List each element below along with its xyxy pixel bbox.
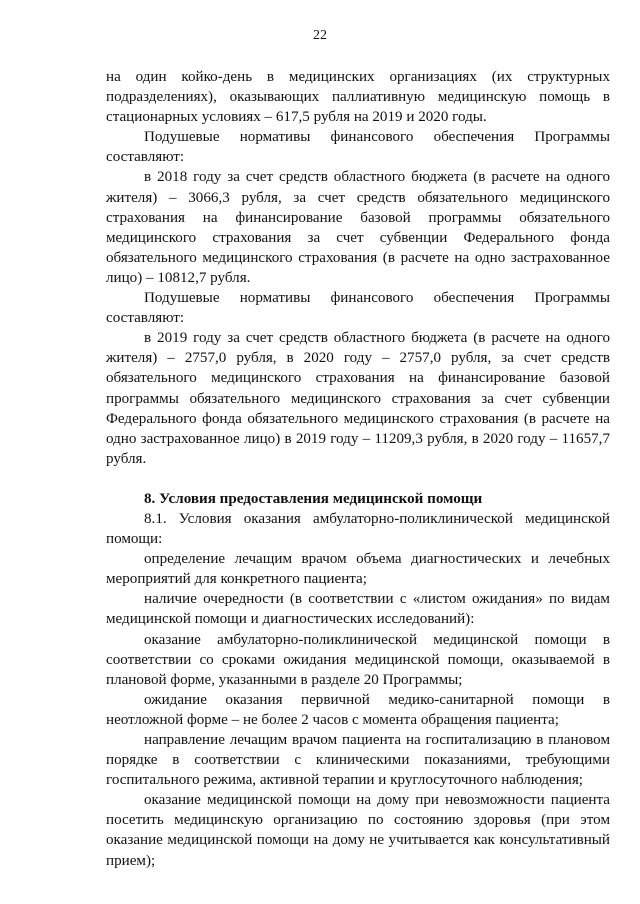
paragraph: направление лечащим врачом пациента на госпитализацию в плановом порядке в соответствии с клиническими показаниями, требующими госпитального режима, активной терапии и круглосуточного наблюдения; [106,732,610,789]
paragraph: оказание амбулаторно-поликлинической медицинской помощи в соответствии со сроками ожидания медицинской помощи, оказываемой в плановой форме, указанными в разделе 20 Программы; [106,631,610,688]
section-heading: 8. Условия предоставления медицинской помощи [144,490,483,507]
paragraph: 8.1. Условия оказания амбулаторно-поликлинической медицинской помощи: [106,510,610,548]
document-body [106,67,610,871]
paragraph: определение лечащим врачом объема диагностических и лечебных мероприятий для конкретного пациента; [106,551,610,588]
paragraph: на один койко-день в медицинских организациях (их структурных подразделениях), оказывающих паллиативную медицинскую помощь в стационарных условиях – 617,5 рубля на 2019 и 2020 годы. [106,69,610,126]
paragraph: наличие очередности (в соответствии с «листом ожидания» по видам медицинской помощи и диагностических исследований): [106,591,610,628]
paragraph: в 2018 году за счет средств областного бюджета (в расчете на одного жителя) – 3066,3 рубля, за счет средств обязательного медицинского страхования на финансирование базовой программы обязательного медицинского страхования за счет субвенции Федерального фонда обязательного медицинского страхования (в расчете на одно застрахованное лицо) – 10812,7 рубля. [106,169,610,286]
paragraph: в 2019 году за счет средств областного бюджета (в расчете на одного жителя) – 2757,0 рубля, в 2020 году – 2757,0 рубля, за счет средств обязательного медицинского страхования на финансирование базовой программы обязательного медицинского страхования за счет субвенции Федерального фонда обязательного медицинского страхования (в расчете на одно застрахованное лицо) в 2019 году – 11209,3 рубля, в 2020 году – 11657,7 рубля. [106,330,610,467]
paragraph: Подушевые нормативы финансового обеспечения Программы составляют: [106,129,610,166]
paragraph: оказание медицинской помощи на дому при невозможности пациента посетить медицинскую организацию по состоянию здоровья (при этом оказание медицинской помощи на дому не учитывается как консультативный прием); [106,792,610,869]
paragraph: ожидание оказания первичной медико-санитарной помощи в неотложной форме – не более 2 часов с момента обращения пациента; [106,691,610,728]
page-number: 22 [313,28,327,43]
paragraph: Подушевые нормативы финансового обеспечения Программы составляют: [106,290,610,327]
